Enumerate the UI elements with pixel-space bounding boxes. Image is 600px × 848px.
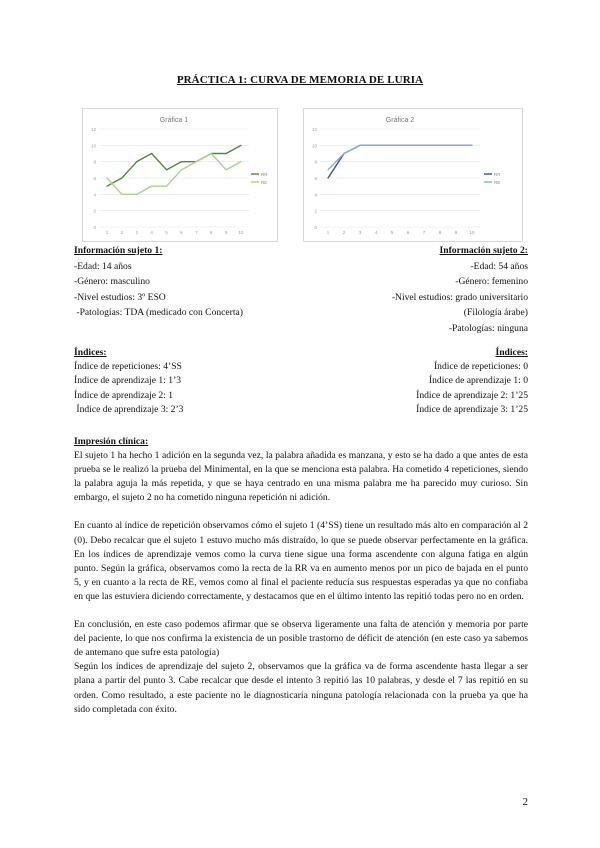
legend-label: RR — [261, 172, 268, 177]
x-tick-label: 8 — [438, 230, 442, 235]
x-tick-label: 3 — [358, 230, 362, 235]
data-point — [166, 169, 167, 170]
data-point — [136, 161, 137, 162]
data-point — [423, 145, 424, 146]
data-point — [375, 145, 376, 146]
subject-1-pathologies: -Patologías: TDA (medicado con Concerta) — [74, 307, 244, 319]
index-1-learning-2: Índice de aprendizaje 2: 1 — [74, 389, 174, 401]
data-point — [343, 153, 344, 154]
data-point — [240, 161, 241, 162]
x-tick-label: 10 — [238, 230, 244, 235]
x-tick-label: 5 — [165, 230, 168, 235]
impression-paragraph-2: En cuanto al índice de repetición observamos cómo el sujeto 1 (4’SS) tiene un resultado más alto en comparación al 2 (0). Debo recalcar que el sujeto 1 estuvo mucho más distraído, lo que se puede observar perfectamente en la gráfica. En los índices de aprendizaje vemos como la curva tiene sigue una forma ascendente con alguna fatiga en algún punto. Según la gráfica, observamos como la recta de la RR va en aumento menos por un pico de bajada en el punto 5, y en cuanto a la recta de RE, vemos como al final el paciente reducía sus respuestas esperadas ya que no confiaba en que las estuviera diciendo correctamente, y destacamos que en el último intento las repitió todas pero no en orden. — [74, 520, 528, 602]
chart-1 — [82, 108, 278, 242]
indices-2-heading: Índices: — [495, 347, 528, 358]
index-2-learning-3: Índice de aprendizaje 3: 1’25 — [416, 403, 528, 415]
x-tick-label: 1 — [326, 230, 330, 235]
x-tick-label: 9 — [224, 230, 228, 235]
subject-2-studies: -Nivel estudios: grado universitario — [391, 291, 528, 303]
data-point — [327, 169, 328, 170]
impression-heading: Impresión clínica: — [74, 436, 149, 447]
clinical-impression — [74, 435, 528, 717]
y-tick-label: 0 — [93, 225, 96, 230]
data-point — [106, 177, 107, 178]
data-point — [359, 145, 360, 146]
x-tick-label: 5 — [390, 230, 394, 235]
indices-1-heading: Índices: — [74, 347, 107, 358]
impression-paragraph-1: El sujeto 1 ha hecho 1 adición en la segunda vez, la palabra añadida es manzana, y esto se ha dado a que antes de esta prueba se le realizó la prueba del Minimental, en la que se menciona esta palabra. Ha cometido 4 repeticiones, siendo la palabra aguja la más repetida, y que se haya centrado en una misma palabra me ha parecido muy curioso. Sin embargo, el sujeto 2 no ha cometido ninguna repetición ni adición. — [74, 450, 528, 504]
subject-2-heading: Información sujeto 2: — [439, 245, 528, 256]
data-point — [181, 161, 182, 162]
x-tick-label: 6 — [406, 230, 410, 235]
data-point — [226, 153, 227, 154]
data-point — [151, 153, 152, 154]
index-2-learning-1: Índice de aprendizaje 1: 0 — [428, 375, 528, 387]
data-point — [106, 186, 107, 187]
x-tick-label: 1 — [105, 230, 109, 235]
chart-title: Gráfica 1 — [159, 117, 189, 124]
index-1-learning-1: Índice de aprendizaje 1: 1’3 — [74, 375, 182, 387]
x-tick-label: 2 — [342, 230, 346, 235]
subject-1-age: -Edad: 14 años — [74, 260, 132, 272]
subject-2-age: -Edad: 54 años — [470, 260, 528, 272]
index-2-repetitions: Índice de repeticiones: 0 — [433, 361, 528, 373]
y-tick-label: 10 — [90, 143, 96, 149]
x-tick-label: 2 — [120, 230, 124, 235]
y-tick-label: 12 — [311, 127, 317, 132]
data-point — [439, 145, 440, 146]
subject-2-indices — [308, 346, 528, 417]
data-point — [240, 145, 241, 146]
series-line-rr — [107, 145, 241, 186]
chart-title: Gráfica 2 — [385, 117, 415, 124]
index-1-repetitions: Índice de repeticiones: 4’SS — [74, 361, 182, 373]
y-tick-label: 10 — [311, 143, 317, 149]
legend-label: RR — [494, 172, 501, 177]
chart-2 — [303, 108, 523, 242]
impression-paragraph-3: En conclusión, en este caso podemos afirmar que se observa ligeramente una falta de atención y memoria por parte del paciente, lo que nos confirma la existencia de un posible trastorno de déficit de atención (en este caso ya sabemos de antemano que sufre esta patología) — [74, 619, 528, 659]
y-tick-label: 8 — [93, 159, 96, 165]
y-tick-label: 2 — [93, 208, 96, 214]
page-number: 2 — [522, 796, 528, 808]
data-point — [407, 145, 408, 146]
x-tick-label: 7 — [422, 230, 426, 235]
x-tick-label: 6 — [180, 230, 183, 235]
chart-1-svg — [83, 109, 277, 241]
series-line-re — [107, 154, 241, 195]
y-tick-label: 4 — [314, 192, 317, 198]
data-point — [181, 169, 182, 170]
subject-2-pathologies: -Patologías: ninguna — [448, 322, 528, 334]
subject-2-studies-detail: (Filología árabe) — [463, 307, 528, 319]
data-point — [455, 145, 456, 146]
impression-paragraph-4: Según los índices de aprendizaje del sujeto 2, observamos que la gráfica va de forma ascendente hasta llegar a ser plana a partir del punto 3. Cabe recalcar que desde el intento 3 repitió las 10 palabras, y desde el 7 las repitió en su orden. Como resultado, a este paciente no le diagnosticaría ninguna patología relacionada con la prueba ya que ha sido completada con éxito. — [74, 661, 528, 715]
data-point — [226, 169, 227, 170]
y-tick-label: 6 — [93, 176, 96, 181]
subject-1-gender: -Género: masculino — [74, 276, 150, 288]
subject-1-studies: -Nivel estudios: 3º ESO — [74, 291, 166, 303]
page-title: PRÁCTICA 1: CURVA DE MEMORIA DE LURIA — [176, 74, 424, 86]
legend-label: RE — [261, 180, 268, 185]
data-point — [166, 186, 167, 187]
subject-1-indices — [74, 346, 294, 417]
data-point — [151, 186, 152, 187]
x-tick-label: 8 — [209, 230, 213, 235]
x-tick-label: 7 — [195, 230, 198, 235]
x-tick-label: 4 — [150, 230, 153, 235]
series-line-re — [328, 145, 472, 170]
subject-2-info — [288, 243, 528, 337]
data-point — [211, 153, 212, 154]
x-tick-label: 4 — [374, 230, 378, 235]
x-tick-label: 3 — [135, 230, 139, 235]
data-point — [327, 177, 328, 178]
y-tick-label: 6 — [314, 176, 317, 181]
subject-2-gender: -Género: femenino — [455, 276, 528, 288]
x-tick-label: 10 — [469, 230, 475, 235]
index-2-learning-2: Índice de aprendizaje 2: 1’25 — [416, 389, 528, 401]
subject-1-heading: Información sujeto 1: — [74, 245, 163, 256]
data-point — [471, 145, 472, 146]
y-tick-label: 8 — [314, 159, 317, 165]
data-point — [121, 177, 122, 178]
y-tick-label: 12 — [90, 127, 96, 132]
x-tick-label: 9 — [454, 230, 458, 235]
y-tick-label: 4 — [93, 192, 96, 198]
y-tick-label: 2 — [314, 208, 317, 214]
data-point — [391, 145, 392, 146]
chart-2-svg — [304, 109, 522, 241]
legend-label: RE — [494, 180, 501, 185]
data-point — [196, 161, 197, 162]
y-tick-label: 0 — [314, 225, 317, 230]
data-point — [121, 194, 122, 195]
data-point — [136, 194, 137, 195]
index-1-learning-3: Índice de aprendizaje 3: 2’3 — [74, 403, 184, 415]
